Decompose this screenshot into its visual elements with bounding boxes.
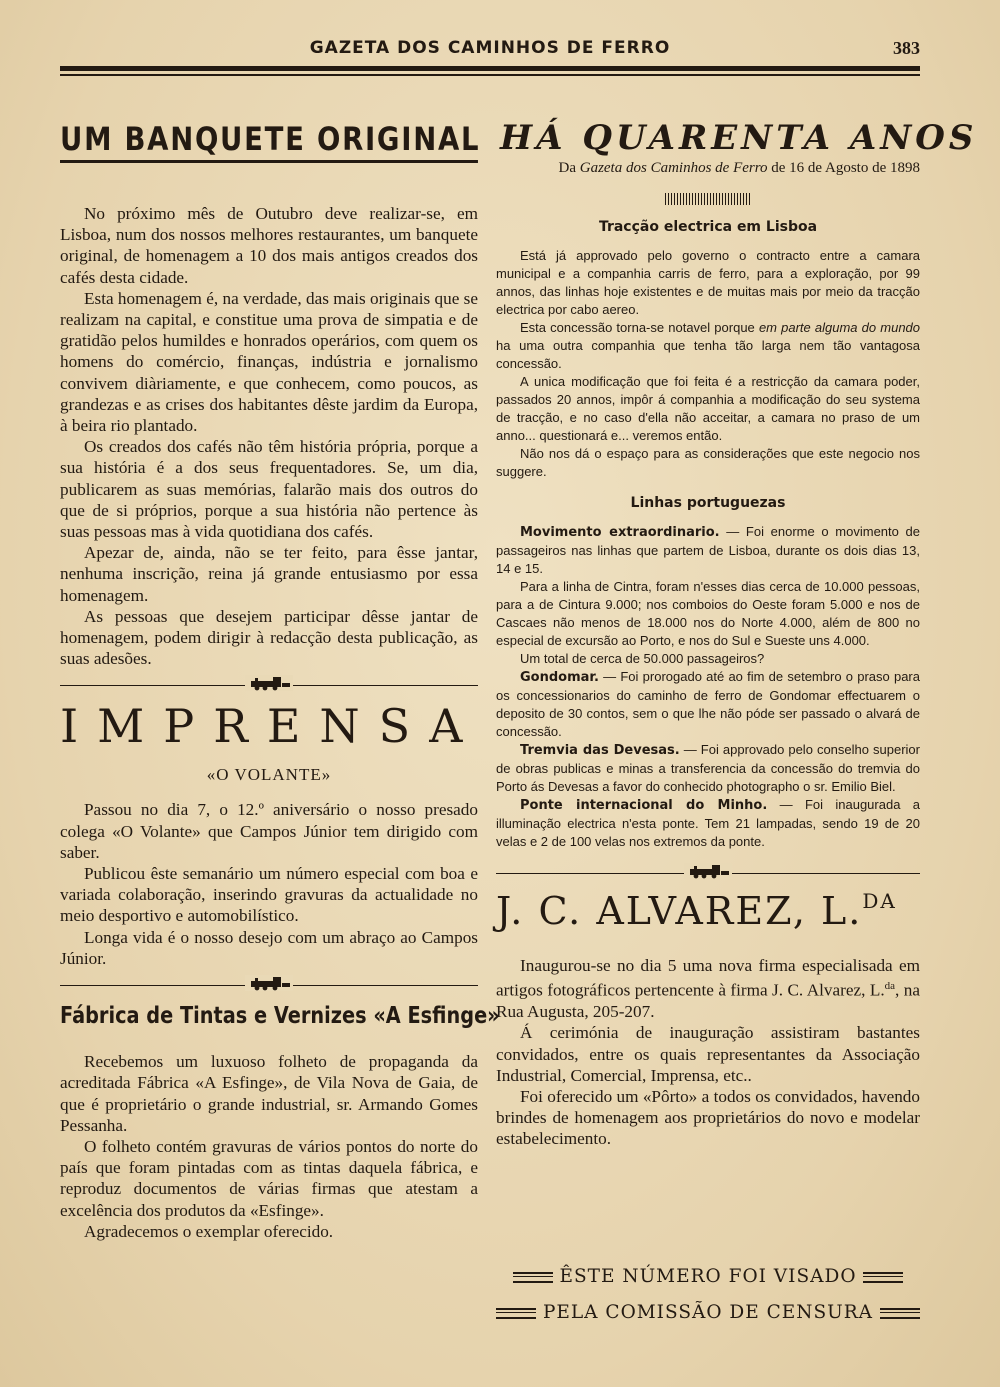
- linhas-paragraph: Movimento extraordinario. — Foi enorme o movimento de passageiros nas linhas que partem de Lisboa, durante os dois dias 13, 14 e 15.: [496, 524, 920, 576]
- imprensa-paragraph: Passou no dia 7, o 12.º aniversário o nosso presado colega «O Volante» que Campos Júnior tem dirigido com saber.: [60, 800, 478, 862]
- ornament-stripes: [665, 193, 751, 205]
- linhas-paragraph: Ponte internacional do Minho. — Foi inaugurada a illuminação electrica n'esta ponte. Tem 21 lampadas, sendo 19 de 20 velas e 2 de 100 velas nos extremos da ponte.: [496, 797, 920, 849]
- quarenta-source: [496, 160, 920, 177]
- publication-title: GAZETA DOS CAMINHOS DE FERRO: [309, 38, 671, 58]
- banquete-paragraph: Os creados dos cafés não têm história própria, porque a sua história é a dos seus frequentadores. Se, um dia, publicarem as suas memórias, falarão mais dos outros do que de si próprios, porque a sua história não pertence às suas pessoas mas à vida quotidiana dos cafés.: [60, 437, 478, 542]
- header-rule-thin: [60, 74, 920, 76]
- train-icon: [245, 675, 293, 691]
- alvarez-paragraph: Foi oferecido um «Pôrto» a todos os convidados, havendo brindes de homenagem aos proprietários do novo e modelar estabelecimento.: [496, 1086, 920, 1149]
- traccao-paragraph: Esta concessão torna-se notavel porque em parte alguma do mundo ha uma outra companhia que tenha tão larga nem tão vantagosa concessão.: [496, 320, 921, 371]
- esfinge-paragraph: Agradecemos o exemplar oferecido.: [84, 1221, 334, 1241]
- censura-line-1: ÊSTE NÚMERO FOI VISADO: [496, 1266, 920, 1287]
- alvarez-paragraph: Á cerimónia de inauguração assistiram bastantes convidados, entre os quais representantes da Associação Industrial, Comercial, Imprensa, etc..: [496, 1023, 920, 1085]
- linhas-paragraph: Para a linha de Cintra, foram n'esses dias cerca de 10.000 pessoas, para a de Cintura 9.000; nos comboios do Oeste foram 5.000 e nos de Cascaes não menos de 18.000 nos do Norte 4.000, além de 800 no especial de excursão ao Porto, e nos do Sul e Sueste uns 4.000.: [496, 579, 920, 648]
- running-head: [60, 38, 920, 62]
- dash-ornament: [863, 1272, 903, 1283]
- imprensa-heading: IMPRENSA: [60, 699, 482, 754]
- banquete-paragraph: Apezar de, ainda, não se ter feito, para êsse jantar, nenhuma inscrição, reina já grande entusiasmo por essa homenagem.: [60, 543, 478, 605]
- alvarez-paragraph: Inaugurou-se no dia 5 uma nova firma especialisada em artigos fotográficos pertencente à firma J. C. Alvarez, L.$^{da}$, na Rua Augusta, 205-207.: [496, 956, 920, 1022]
- alvarez-heading: J. C. ALVAREZ, L.$^{DA}$: [496, 889, 897, 933]
- train-icon: [245, 975, 293, 991]
- source-date: de 16 de Agosto de 1898: [771, 160, 920, 176]
- banquete-paragraph: No próximo mês de Outubro deve realizar-se, em Lisboa, num dos nossos melhores restaurantes, um banquete original, de homenagem a 10 dos mais antigos creados dos cafés desta cidade.: [60, 204, 478, 287]
- left-column: [60, 110, 500, 1242]
- banquete-heading: UM BANQUETE ORIGINAL: [60, 120, 478, 163]
- section-divider: [496, 863, 920, 881]
- linhas-heading: Linhas portuguezas: [630, 495, 786, 511]
- page-number: 383: [893, 38, 920, 58]
- esfinge-paragraph: O folheto contém gravuras de vários pontos do norte do país que foram pintadas com as tintas daquela fábrica, e reproduz documentos de várias firmas que atestam a excelência dos produtos da «Esfinge».: [60, 1136, 478, 1220]
- section-divider: [60, 675, 478, 693]
- linhas-paragraph: Gondomar. — Foi prorogado até ao fim de setembro o praso para os concessionarios do caminho de ferro de Gondomar effectuarem o deposito de 30 contos, sem o que lhe não póde ser passado o alvará de concessão.: [496, 669, 920, 739]
- traccao-paragraph: A unica modificação que foi feita é a restricção da camara poder, passados 20 annos, impôr á companhia a modificação do seu systema de tracção, e no caso d'ella não acceitar, a camara no praso de um anno... questionará e... veremos então.: [496, 374, 920, 443]
- esfinge-heading: Fábrica de Tintas e Vernizes «A Esfinge»: [60, 1003, 500, 1030]
- train-icon: [684, 863, 732, 879]
- banquete-paragraph: Esta homenagem é, na verdade, das mais originais que se realizam na capital, e constitue uma prova de simpatia e de gratidão pelos humildes e honrados operários, com quem os homens do comércio, finanças, indústria e jornalismo convivem diàriamente, e que conhecem, como poucos, as grandezas e as crises dos habitantes dêste jardim da Europa, à beira rio plantado.: [60, 288, 478, 436]
- dash-ornament: [496, 1308, 536, 1319]
- volante-subheading: «O VOLANTE»: [206, 765, 332, 785]
- source-publication: Gazeta dos Caminhos de Ferro: [579, 160, 768, 176]
- dash-ornament: [513, 1272, 553, 1283]
- traccao-paragraph: Não nos dá o espaço para as considerações que este negocio nos suggere.: [496, 446, 920, 479]
- imprensa-paragraph: Longa vida é o nosso desejo com um abraço ao Campos Júnior.: [60, 927, 478, 968]
- linhas-paragraph: Tremvia das Devesas. — Foi approvado pelo conselho superior de obras publicas e minas a transferencia da concessão do tremvia do Porto ás Devesas a favor do conhecido photographo o sr. Emilio Biel.: [496, 742, 920, 794]
- quarenta-heading: HÁ QUARENTA ANOS: [500, 118, 978, 158]
- source-prefix: Da: [558, 160, 576, 176]
- esfinge-paragraph: Recebemos um luxuoso folheto de propaganda da acreditada Fábrica «A Esfinge», de Vila Nova de Gaia, de que é proprietário o grande industrial, sr. Armando Gomes Pessanha.: [60, 1052, 478, 1135]
- linhas-paragraph: Um total de cerca de 50.000 passageiros?: [520, 651, 765, 666]
- header-rule-thick: [60, 66, 920, 71]
- traccao-paragraph: Está já approvado pelo governo o contracto entre a camara municipal e a companhia carris de ferro, para a exploração, por 99 annos, das linhas hoje existentes e de muitas mais por meio da tracção electrica por cabo aereo.: [496, 248, 920, 317]
- section-divider: [60, 975, 478, 993]
- traccao-heading: Tracção electrica em Lisboa: [598, 219, 818, 235]
- censura-line-2: PELA COMISSÃO DE CENSURA: [496, 1302, 920, 1323]
- imprensa-paragraph: Publicou êste semanário um número especial com boa e variada colaboração, inserindo gravuras da actualidade no meio desportivo e automobilístico.: [60, 864, 478, 926]
- right-column: [496, 110, 978, 1150]
- banquete-paragraph: As pessoas que desejem participar dêsse jantar de homenagem, podem dirigir à redacção desta publicação, as suas adesões.: [60, 606, 478, 669]
- dash-ornament: [880, 1308, 920, 1319]
